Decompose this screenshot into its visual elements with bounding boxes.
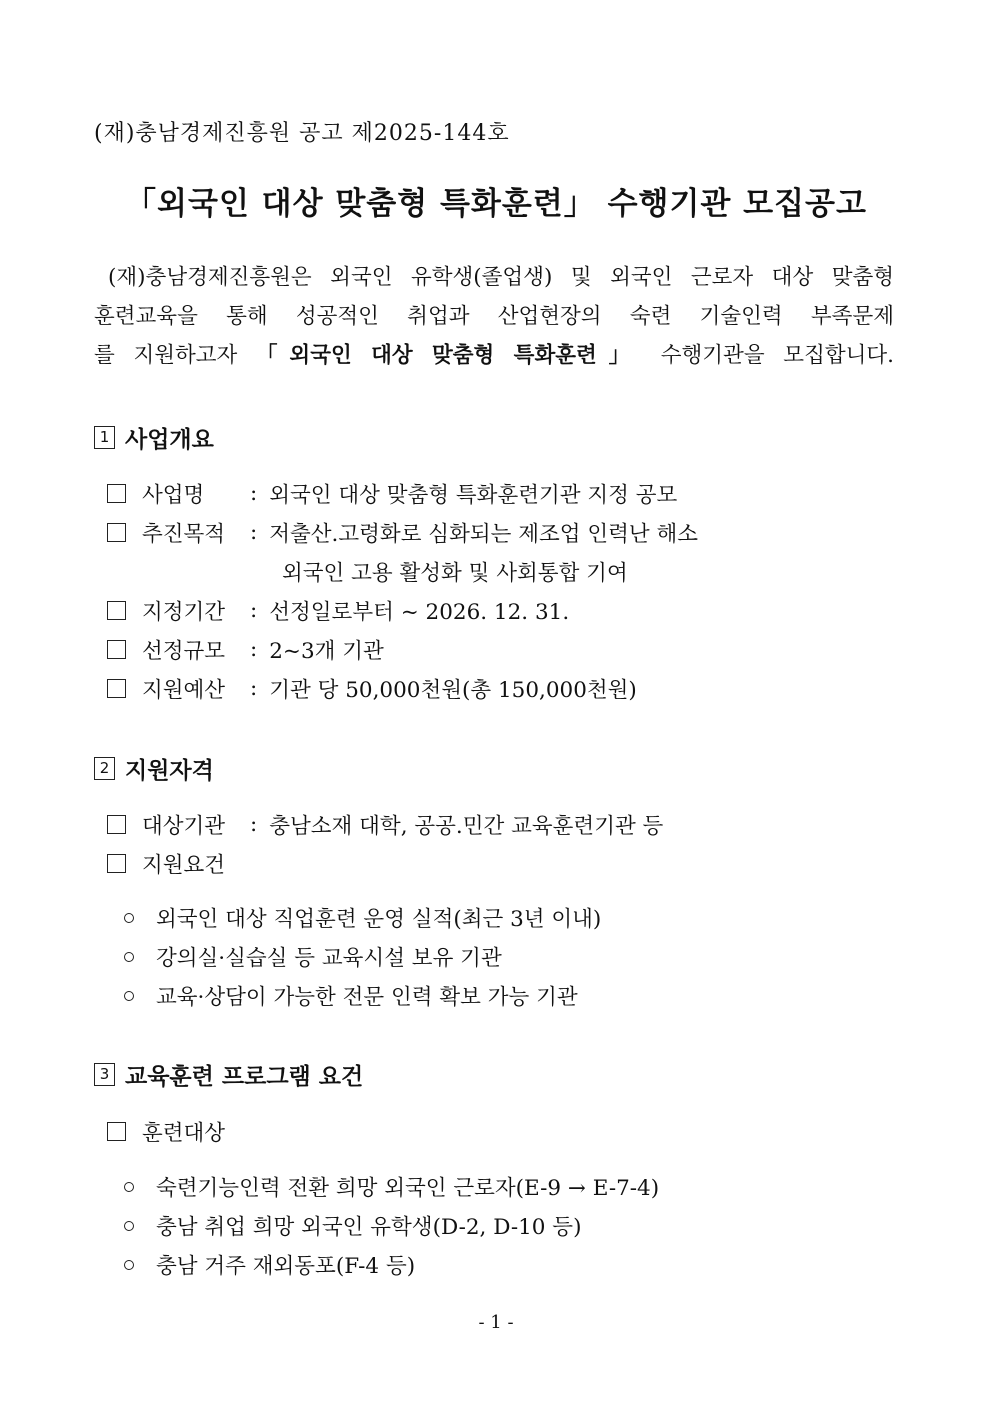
document-title: 「외국인 대상 맞춤형 특화훈련」 수행기관 모집공고: [125, 186, 867, 222]
item-value: 충남소재 대학, 공공.민간 교육훈련기관 등: [269, 814, 664, 839]
target-bullet: [124, 1249, 415, 1280]
eligibility-item-requirements: [107, 848, 225, 879]
intro-line-1: (재)충남경제진흥원은 외국인 유학생(졸업생) 및 외국인 근로자 대상 맞춤형: [108, 265, 894, 290]
intro-program-name: 「외국인 대상 맞춤형 특화훈련」: [256, 343, 643, 368]
section-title: 지원자격: [125, 758, 214, 784]
requirement-bullet: [124, 902, 601, 933]
item-value-continuation: 외국인 고용 활성화 및 사회통합 기여: [282, 561, 628, 586]
intro-line-2: 훈련교육을 통해 성공적인 취업과 산업현장의 숙련 기술인력 부족문제: [94, 304, 894, 329]
intro-line-3-prefix: 를 지원하고자: [94, 343, 257, 368]
item-label: 지원요건: [142, 853, 226, 878]
eligibility-item-institution: 대상기관 : 충남소재 대학, 공공.민간 교육훈련기관 등: [107, 809, 663, 840]
program-item-target: [107, 1116, 225, 1147]
item-label: 지정기간: [142, 600, 226, 625]
section-heading-3: [94, 1058, 363, 1091]
circle-bullet-icon: [124, 991, 134, 1001]
checkbox-square-icon: [107, 679, 126, 698]
circle-bullet-icon: [124, 1182, 134, 1192]
intro-line-3: [94, 336, 894, 375]
section-number-box: 3: [94, 1063, 115, 1086]
requirement-bullet: [124, 941, 502, 972]
bullet-text: 강의실·실습실 등 교육시설 보유 기관: [156, 946, 502, 971]
section-heading-2: [94, 752, 214, 785]
item-value: 2~3개 기관: [269, 639, 384, 664]
checkbox-square-icon: [107, 640, 126, 659]
section-title: 사업개요: [125, 427, 214, 453]
bullet-text: 숙련기능인력 전환 희망 외국인 근로자(E-9 → E-7-4): [156, 1176, 660, 1201]
intro-line-3-suffix: 수행기관을 모집합니다.: [642, 343, 894, 368]
bullet-text: 충남 취업 희망 외국인 유학생(D-2, D-10 등): [156, 1215, 582, 1240]
item-value: 선정일로부터 ~ 2026. 12. 31.: [269, 600, 570, 625]
item-label: 대상기관: [142, 814, 226, 839]
item-value: 저출산.고령화로 심화되는 제조업 인력난 해소: [269, 522, 699, 547]
page-number: - 1 -: [478, 1312, 514, 1333]
overview-item-scale: 선정규모 : 2~3개 기관: [107, 634, 384, 665]
circle-bullet-icon: [124, 913, 134, 923]
checkbox-square-icon: [107, 523, 126, 542]
circle-bullet-icon: [124, 952, 134, 962]
target-bullet: [124, 1210, 581, 1241]
checkbox-square-icon: [107, 815, 126, 834]
intro-paragraph: [94, 258, 894, 375]
overview-item-purpose: 추진목적 : 저출산.고령화로 심화되는 제조업 인력난 해소: [107, 517, 698, 548]
bullet-text: 충남 거주 재외동포(F-4 등): [156, 1254, 416, 1279]
circle-bullet-icon: [124, 1221, 134, 1231]
section-title: 교육훈련 프로그램 요건: [125, 1064, 364, 1090]
checkbox-square-icon: [107, 1122, 126, 1141]
overview-item-name: 사업명 : 외국인 대상 맞춤형 특화훈련기관 지정 공모: [107, 478, 677, 509]
item-label: 추진목적: [142, 522, 226, 547]
section-number-box: 1: [94, 426, 115, 449]
item-label: 선정규모: [142, 639, 226, 664]
bullet-text: 외국인 대상 직업훈련 운영 실적(최근 3년 이내): [156, 907, 602, 932]
overview-item-budget: 지원예산 : 기관 당 50,000천원(총 150,000천원): [107, 673, 637, 704]
section-heading-1: [94, 421, 214, 454]
checkbox-square-icon: [107, 601, 126, 620]
item-value: 기관 당 50,000천원(총 150,000천원): [269, 678, 637, 703]
checkbox-square-icon: [107, 854, 126, 873]
item-label: 훈련대상: [142, 1121, 226, 1146]
section-number-box: 2: [94, 757, 115, 780]
item-value: 외국인 대상 맞춤형 특화훈련기관 지정 공모: [269, 483, 678, 508]
overview-item-period: 지정기간 : 선정일로부터 ~ 2026. 12. 31.: [107, 595, 569, 626]
target-bullet: [124, 1171, 659, 1202]
checkbox-square-icon: [107, 484, 126, 503]
requirement-bullet: [124, 980, 578, 1011]
item-label: 지원예산: [142, 678, 226, 703]
notice-number: (재)충남경제진흥원 공고 제2025-144호: [94, 121, 510, 146]
bullet-text: 교육·상담이 가능한 전문 인력 확보 가능 기관: [156, 985, 578, 1010]
item-label: 사업명: [142, 483, 205, 508]
circle-bullet-icon: [124, 1260, 134, 1270]
